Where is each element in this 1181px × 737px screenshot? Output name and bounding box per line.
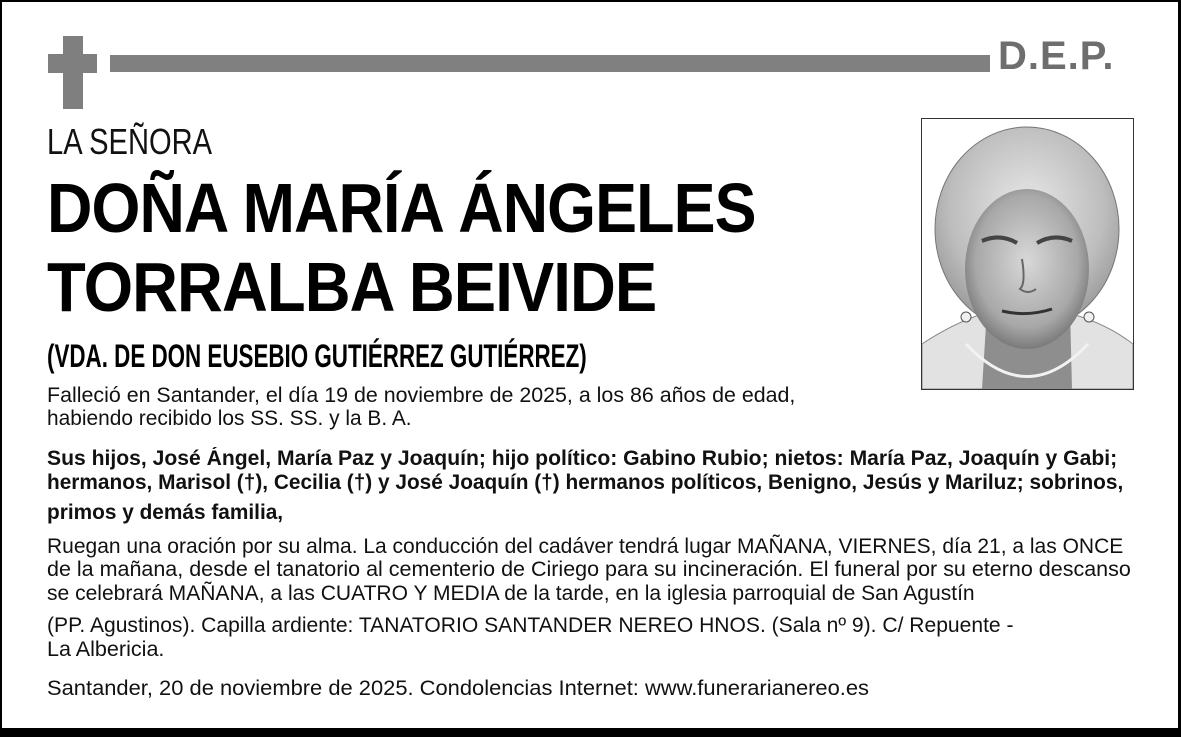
portrait-image <box>922 119 1133 389</box>
service-line: se celebrará MAÑANA, a las CUATRO Y MEDIA de la tarde, en la iglesia parroquial de San Agustín <box>47 582 975 605</box>
service-line: (PP. Agustinos). Capilla ardiente: TANATORIO SANTANDER NEREO HNOS. (Sala nº 9). C/ Repuente - <box>47 614 1014 637</box>
widow-of: (VDA. DE DON EUSEBIO GUTIÉRREZ GUTIÉRREZ) <box>47 338 587 374</box>
family-line: hermanos, Marisol (†), Cecilia (†) y José Joaquín (†) hermanos políticos, Benigno, Jesús y Mariluz; sobrinos, <box>47 471 1124 494</box>
honorific: LA SEÑORA <box>47 121 213 162</box>
service-line: de la mañana, desde el tanatorio al cementerio de Ciriego para su incineración. El funeral por su eterno descanso <box>47 558 1131 581</box>
name-line-1: DOÑA MARÍA ÁNGELES <box>47 169 756 247</box>
portrait-photo <box>921 118 1134 390</box>
name-line-2: TORRALBA BEIVIDE <box>47 248 657 326</box>
family-line: Sus hijos, José Ángel, María Paz y Joaquín; hijo político: Gabino Rubio; nietos: María Paz, Joaquín y Gabi; <box>47 447 1118 470</box>
family-line: primos y demás familia, <box>47 501 284 524</box>
dep-badge: D.E.P. <box>998 34 1115 78</box>
death-notice-line: habiendo recibido los SS. SS. y la B. A. <box>47 407 412 430</box>
service-line: La Albericia. <box>47 638 165 661</box>
death-notice-line: Falleció en Santander, el día 19 de noviembre de 2025, a los 86 años de edad, <box>47 384 796 407</box>
service-line: Ruegan una oración por su alma. La conducción del cadáver tendrá lugar MAÑANA, VIERNES, día 21, a las ONCE <box>47 535 1124 558</box>
cross-icon-arm <box>48 54 97 73</box>
header-rule <box>110 55 990 72</box>
footer-line: Santander, 20 de noviembre de 2025. Condolencias Internet: www.funerarianereo.es <box>47 677 870 700</box>
